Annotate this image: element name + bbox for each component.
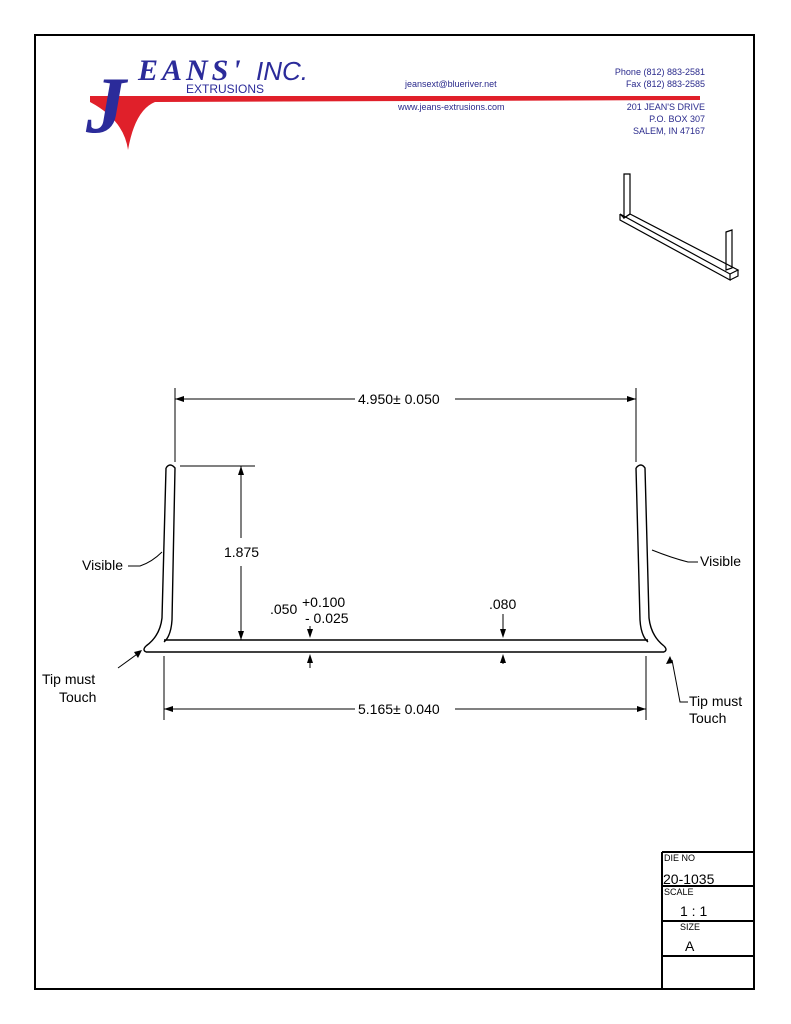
size-value: A — [685, 938, 695, 954]
die-no-value: 20-1035 — [663, 871, 715, 887]
company-address-2: P.O. BOX 307 — [649, 114, 705, 124]
company-phone: Phone (812) 883-2581 — [614, 67, 705, 77]
label-tip-left-1: Tip must — [42, 671, 96, 687]
tolerance-plus: +0.100 — [302, 594, 346, 610]
company-fax: Fax (812) 883-2585 — [625, 79, 705, 89]
dim-wall-thickness: .080 — [489, 596, 517, 612]
company-email: jeansext@blueriver.net — [405, 79, 497, 89]
dim-top-width: 4.950± 0.050 — [358, 391, 440, 407]
logo-inc: INC. — [256, 56, 308, 86]
company-website: www.jeans-extrusions.com — [398, 102, 505, 112]
label-tip-right-2: Touch — [689, 710, 727, 726]
scale-value: 1 : 1 — [680, 903, 708, 919]
tolerance-minus: - 0.025 — [305, 610, 349, 626]
logo-letter: J — [86, 62, 126, 150]
size-label: SIZE — [680, 922, 701, 932]
label-tip-left-2: Touch — [59, 689, 97, 705]
label-visible-left: Visible — [82, 557, 123, 573]
die-no-label: DIE NO — [664, 853, 696, 863]
company-address-3: SALEM, IN 47167 — [632, 126, 705, 136]
dim-bottom-width: 5.165± 0.040 — [358, 701, 440, 717]
label-visible-right: Visible — [700, 553, 741, 569]
scale-label: SCALE — [664, 887, 694, 897]
logo-sub: EXTRUSIONS — [186, 82, 265, 96]
label-tip-right-1: Tip must — [689, 693, 743, 709]
company-address-1: 201 JEAN'S DRIVE — [626, 102, 705, 112]
dim-height: 1.875 — [224, 544, 260, 560]
logo-name: EANS' — [138, 54, 245, 87]
dim-base-thickness: .050 — [270, 601, 298, 617]
